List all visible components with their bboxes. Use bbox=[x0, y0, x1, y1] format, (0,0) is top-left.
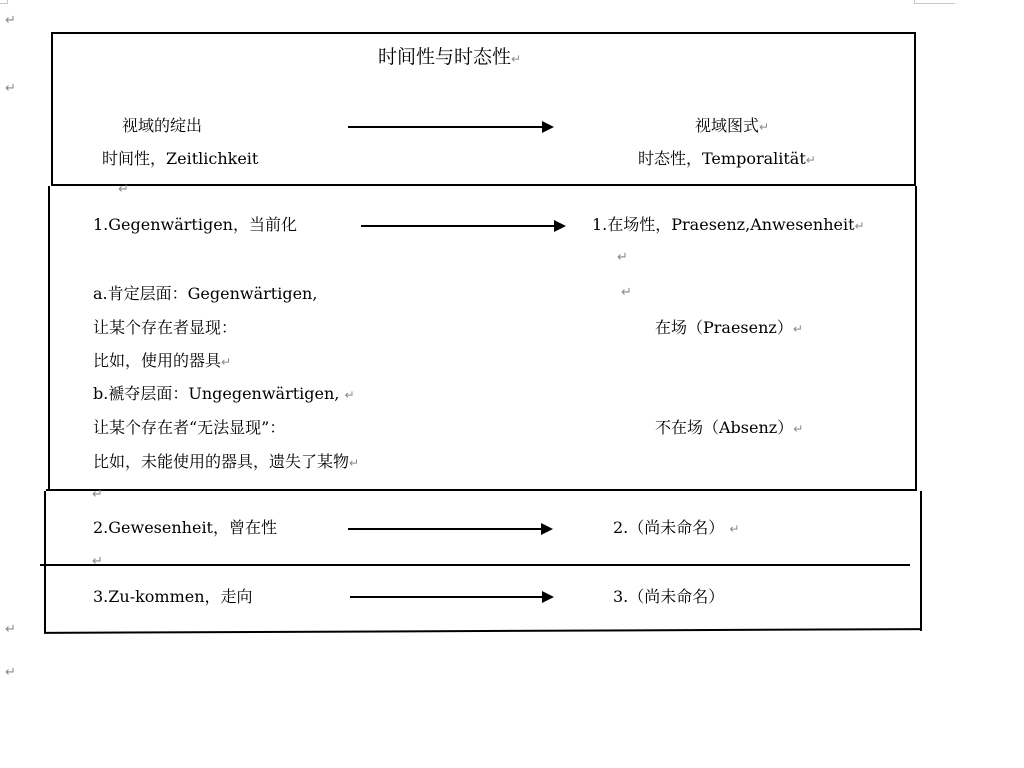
row1-presence-text: 在场（Praesenz） bbox=[655, 318, 793, 337]
row1-absence-text: 不在场（Absenz） bbox=[655, 418, 794, 437]
paragraph-mark: ↵ bbox=[792, 322, 803, 336]
row1-line-a: a.肯定层面：Gegenwärtigen, bbox=[93, 284, 318, 303]
header-right-line-1 bbox=[695, 116, 769, 137]
table-divider-row2 bbox=[40, 564, 910, 566]
row1-line-a-example bbox=[93, 351, 231, 372]
row1-line-b-example bbox=[93, 452, 359, 473]
paragraph-mark: ↵ bbox=[729, 522, 740, 536]
table-divider-header bbox=[52, 184, 916, 186]
row1-right-heading bbox=[592, 215, 865, 236]
table-left-border-row1 bbox=[48, 186, 50, 491]
paragraph-mark: ↵ bbox=[617, 250, 628, 265]
paragraph-mark: ↵ bbox=[349, 456, 360, 470]
row2-right bbox=[613, 518, 739, 539]
paragraph-mark: ↵ bbox=[793, 422, 804, 436]
paragraph-mark: ↵ bbox=[344, 388, 355, 402]
row1-line-b-example-text: 比如，未能使用的器具，遗失了某物 bbox=[93, 452, 350, 471]
arrow-icon bbox=[361, 225, 564, 227]
paragraph-mark: ↵ bbox=[221, 355, 232, 369]
margin-paragraph-mark: ↵ bbox=[5, 622, 16, 637]
page-corner-mark-left bbox=[0, 0, 8, 4]
arrow-icon bbox=[348, 126, 552, 128]
header-left-line-1: 视域的绽出 bbox=[122, 116, 203, 135]
table-right-border-header bbox=[914, 32, 916, 186]
paragraph-mark: ↵ bbox=[854, 219, 865, 233]
row1-line-b bbox=[93, 384, 355, 405]
page-corner-mark-right bbox=[914, 0, 955, 4]
arrow-icon bbox=[350, 596, 552, 598]
row3-left: 3.Zu-kommen，走向 bbox=[93, 587, 253, 606]
paragraph-mark: ↵ bbox=[621, 285, 632, 300]
paragraph-mark: ↵ bbox=[759, 120, 770, 134]
table-left-border-header bbox=[51, 32, 53, 186]
table-top-border bbox=[51, 32, 915, 34]
row1-absence bbox=[655, 418, 803, 439]
paragraph-mark: ↵ bbox=[92, 487, 103, 502]
arrow-icon bbox=[348, 528, 551, 530]
paragraph-mark: ↵ bbox=[511, 52, 522, 66]
table-right-border-lower bbox=[920, 491, 922, 631]
row1-presence bbox=[655, 318, 803, 339]
header-left-line-2: 时间性，Zeitlichkeit bbox=[102, 149, 259, 168]
row1-line-a-desc: 让某个存在者显现： bbox=[93, 318, 238, 337]
margin-paragraph-mark: ↵ bbox=[5, 665, 16, 680]
table-right-border-row1 bbox=[915, 186, 917, 491]
margin-paragraph-mark: ↵ bbox=[5, 13, 16, 28]
page-title bbox=[378, 45, 521, 71]
table-divider-row1 bbox=[46, 489, 916, 491]
row1-right-heading-text: 1.在场性，Praesenz,Anwesenheit bbox=[592, 215, 855, 234]
paragraph-mark: ↵ bbox=[92, 554, 103, 569]
row1-line-a-example-text: 比如，使用的器具 bbox=[93, 351, 222, 370]
header-right-line-2 bbox=[638, 149, 816, 170]
table-bottom-border bbox=[44, 628, 922, 634]
paragraph-mark: ↵ bbox=[805, 153, 816, 167]
row3-right: 3.（尚未命名） bbox=[613, 587, 725, 606]
table-left-border-lower bbox=[44, 491, 46, 632]
row1-line-b-text: b.褫夺层面：Ungegenwärtigen, bbox=[93, 384, 340, 403]
row2-right-text: 2.（尚未命名） bbox=[613, 518, 725, 537]
margin-paragraph-mark: ↵ bbox=[5, 81, 16, 96]
page-title-text: 时间性与时态性 bbox=[378, 46, 512, 68]
row1-line-b-desc: 让某个存在者“无法显现”： bbox=[93, 418, 286, 437]
paragraph-mark: ↵ bbox=[118, 182, 129, 197]
row1-left-heading: 1.Gegenwärtigen，当前化 bbox=[93, 215, 297, 234]
header-right-line-2-text: 时态性，Temporalität bbox=[638, 149, 806, 168]
header-right-line-1-text: 视域图式 bbox=[695, 116, 760, 135]
row2-left: 2.Gewesenheit，曾在性 bbox=[93, 518, 277, 537]
